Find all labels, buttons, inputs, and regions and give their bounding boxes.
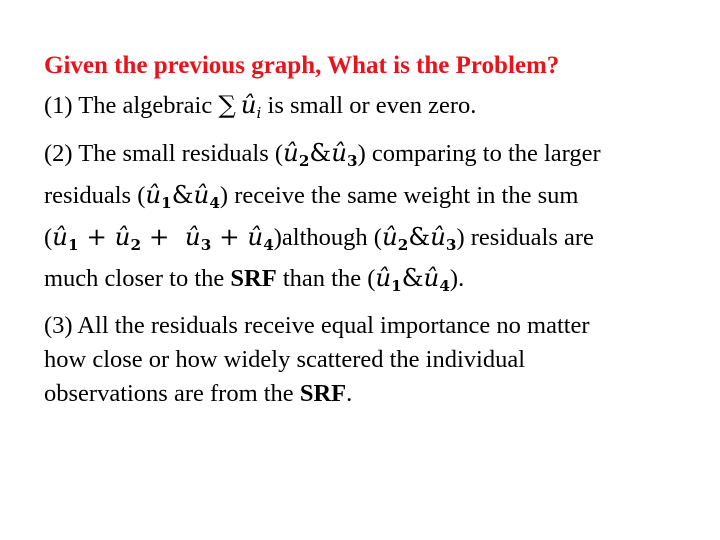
plus-sign: +	[86, 221, 107, 251]
subscript-1: 1	[67, 235, 79, 254]
subscript-4: 4	[263, 235, 274, 254]
u2-and-u3-formula	[283, 137, 358, 170]
point-2-line-4-end: ).	[449, 265, 465, 293]
sum-symbol: ∑	[218, 90, 236, 119]
subscript-3: 3	[445, 235, 457, 254]
sum-u-hat-i-formula	[218, 90, 262, 122]
point-2-line-2	[44, 178, 684, 220]
u-hat-symbol: û	[247, 221, 264, 251]
subscript-4: 4	[209, 193, 220, 212]
open-paren: (	[44, 223, 53, 251]
point-2-line-4	[44, 261, 684, 303]
subscript-1: 1	[161, 193, 172, 212]
point-1-line	[44, 88, 684, 130]
point-2	[44, 136, 684, 303]
u-hat-symbol: û	[184, 221, 201, 251]
u1-and-u4-formula	[145, 179, 220, 212]
u1-and-u4-formula	[375, 263, 450, 296]
subscript-1: 1	[391, 277, 402, 296]
u-hat-symbol: û	[114, 221, 131, 251]
point-2-line-1-end: ) comparing to the larger	[357, 139, 601, 167]
ampersand: &	[171, 179, 194, 209]
subscript-2: 2	[397, 235, 409, 254]
sum-of-residuals-formula	[52, 221, 274, 254]
point-3-line-1: (3) All the residuals receive equal importance no matter	[44, 312, 590, 340]
subscript-3: 3	[347, 151, 358, 170]
plus-sign: +	[148, 221, 170, 251]
u-hat-symbol: û	[381, 221, 398, 251]
point-3-line-2: how close or how widely scattered the individual	[44, 346, 526, 374]
point-1	[44, 88, 684, 130]
slide-body	[44, 88, 684, 417]
point-2-line-3-end: ) residuals are	[456, 223, 594, 251]
u-hat-symbol: û	[423, 263, 440, 293]
subscript-2: 2	[298, 151, 310, 170]
point-2-line-4-mid: than the (	[276, 265, 376, 293]
u-hat-symbol: û	[52, 221, 68, 251]
u-hat-symbol: û	[283, 137, 299, 167]
subscript-2: 2	[130, 235, 142, 254]
u-hat-symbol: û	[430, 221, 446, 251]
u-hat-symbol: û	[331, 137, 347, 167]
subscript-3: 3	[200, 235, 212, 254]
subscript-i: i	[256, 103, 262, 122]
point-2-line-1	[44, 136, 684, 178]
u-hat-symbol: û	[145, 179, 162, 209]
point-2-line-1-start: (2) The small residuals (	[44, 139, 284, 167]
point-3-line-3-end: .	[346, 380, 353, 408]
u-hat-symbol: û	[240, 90, 257, 119]
ampersand: &	[401, 263, 424, 293]
point-2-line-3-mid: )although (	[273, 223, 382, 251]
point-2-line-2-end: ) receive the same weight in the sum	[219, 181, 579, 209]
slide-title: Given the previous graph, What is the Problem?	[44, 52, 560, 79]
srf-label: SRF	[299, 380, 347, 408]
point-2-line-2-start: residuals (	[44, 181, 146, 209]
srf-label: SRF	[230, 265, 277, 293]
point-3-line-3	[44, 377, 684, 411]
point-1-prefix: (1) The algebraic	[44, 92, 213, 119]
plus-sign: +	[219, 221, 240, 251]
point-2-line-3	[44, 220, 684, 262]
point-3	[44, 309, 684, 411]
u2-and-u3-formula	[381, 221, 457, 254]
ampersand: &	[408, 221, 431, 251]
ampersand: &	[309, 137, 332, 167]
point-2-line-4-start: much closer to the	[44, 265, 231, 293]
point-1-suffix: is small or even zero.	[267, 92, 477, 119]
u-hat-symbol: û	[193, 179, 210, 209]
point-3-line-3-start: observations are from the	[44, 380, 300, 408]
subscript-4: 4	[439, 277, 450, 296]
u-hat-symbol: û	[375, 263, 392, 293]
